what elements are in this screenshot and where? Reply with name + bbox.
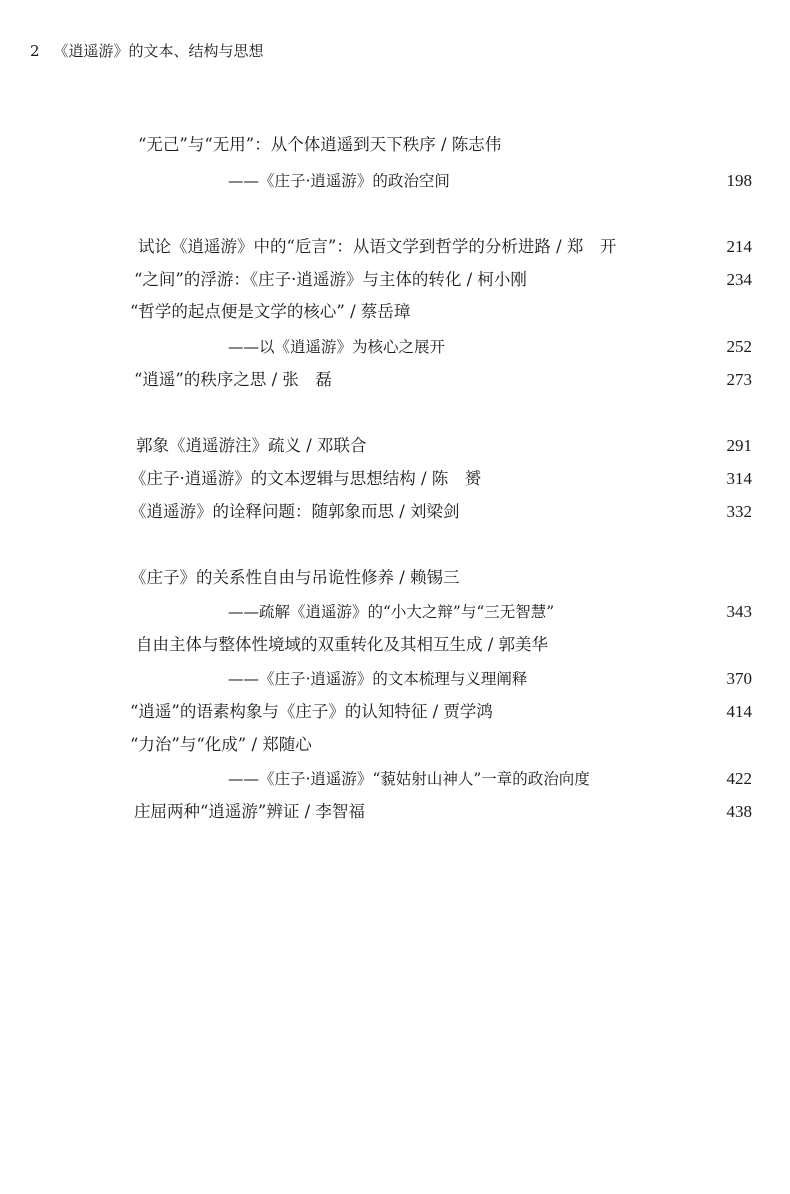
toc-entry-title: ——以《逍遥游》为核心之展开 xyxy=(228,338,446,356)
toc-entry-title: ——疏解《逍遥游》的“小大之辩”与“三无智慧” xyxy=(228,603,555,621)
toc-entry-title: 《庄子》的关系性自由与吊诡性修养 / 赖锡三 xyxy=(130,568,460,587)
toc-entry-title: 自由主体与整体性境域的双重转化及其相互生成 / 郭美华 xyxy=(136,635,549,654)
toc-entry-title: 《庄子·逍遥游》的文本逻辑与思想结构 / 陈 赟 xyxy=(130,469,482,488)
toc-entry-page: 273 xyxy=(726,370,752,389)
toc-entry-page: 414 xyxy=(726,702,752,721)
toc-entry-title: 郭象《逍遥游注》疏义 / 邓联合 xyxy=(136,436,367,455)
toc-entry-title: “逍遥”的秩序之思 / 张 磊 xyxy=(134,370,332,389)
toc-entry-title: 《逍遥游》的诠释问题：随郭象而思 / 刘梁剑 xyxy=(130,502,460,521)
toc-entry xyxy=(0,500,790,524)
toc-entry xyxy=(0,235,790,259)
toc-entry xyxy=(0,434,790,458)
toc-entry xyxy=(0,300,790,324)
toc-entry-page: 438 xyxy=(726,802,752,821)
toc-entry xyxy=(0,268,790,292)
toc-entry-title: ——《庄子·逍遥游》“藐姑射山神人”一章的政治向度 xyxy=(228,770,590,788)
toc-entry-title: “力治”与“化成” / 郑随心 xyxy=(130,735,312,754)
toc-entry-subtitle xyxy=(0,767,790,791)
toc-entry-title: 试论《逍遥游》中的“卮言”：从语文学到哲学的分析进路 / 郑 开 xyxy=(138,237,617,256)
page-number: 2 xyxy=(30,42,40,60)
toc-entry xyxy=(0,733,790,757)
toc-entry-page: 252 xyxy=(726,337,752,356)
toc-entry xyxy=(0,633,790,657)
toc-entry-title: “无己”与“无用”：从个体逍遥到天下秩序 / 陈志伟 xyxy=(138,135,502,154)
toc-entry-title: “哲学的起点便是文学的核心” / 蔡岳璋 xyxy=(130,302,411,321)
toc-entry xyxy=(0,133,790,157)
toc-entry-title: ——《庄子·逍遥游》的文本梳理与义理阐释 xyxy=(228,670,528,688)
toc-entry xyxy=(0,800,790,824)
toc-entry xyxy=(0,467,790,491)
toc-entry-subtitle xyxy=(0,335,790,359)
toc-entry-subtitle xyxy=(0,667,790,691)
toc-entry-title: “逍遥”的语素构象与《庄子》的认知特征 / 贾学鸿 xyxy=(130,702,493,721)
toc-entry-page: 422 xyxy=(726,769,752,788)
toc-entry-subtitle xyxy=(0,169,790,193)
toc-entry-title: “之间”的浮游：《庄子·逍遥游》与主体的转化 / 柯小刚 xyxy=(134,270,527,289)
toc-entry-page: 291 xyxy=(726,436,752,455)
toc-entry xyxy=(0,566,790,590)
toc-entry-subtitle xyxy=(0,600,790,624)
toc-entry xyxy=(0,700,790,724)
toc-entry-page: 332 xyxy=(726,502,752,521)
toc-entry-page: 234 xyxy=(726,270,752,289)
toc-entry-page: 370 xyxy=(726,669,752,688)
book-title: 《逍遥游》的文本、结构与思想 xyxy=(53,42,264,60)
toc-entry-page: 343 xyxy=(726,602,752,621)
toc-entry-page: 214 xyxy=(726,237,752,256)
toc-entry xyxy=(0,368,790,392)
toc-entry-title: ——《庄子·逍遥游》的政治空间 xyxy=(228,172,450,190)
toc-entry-page: 314 xyxy=(726,469,752,488)
toc-entry-title: 庄屈两种“逍遥游”辨证 / 李智福 xyxy=(134,802,365,821)
toc-entry-page: 198 xyxy=(726,171,752,190)
